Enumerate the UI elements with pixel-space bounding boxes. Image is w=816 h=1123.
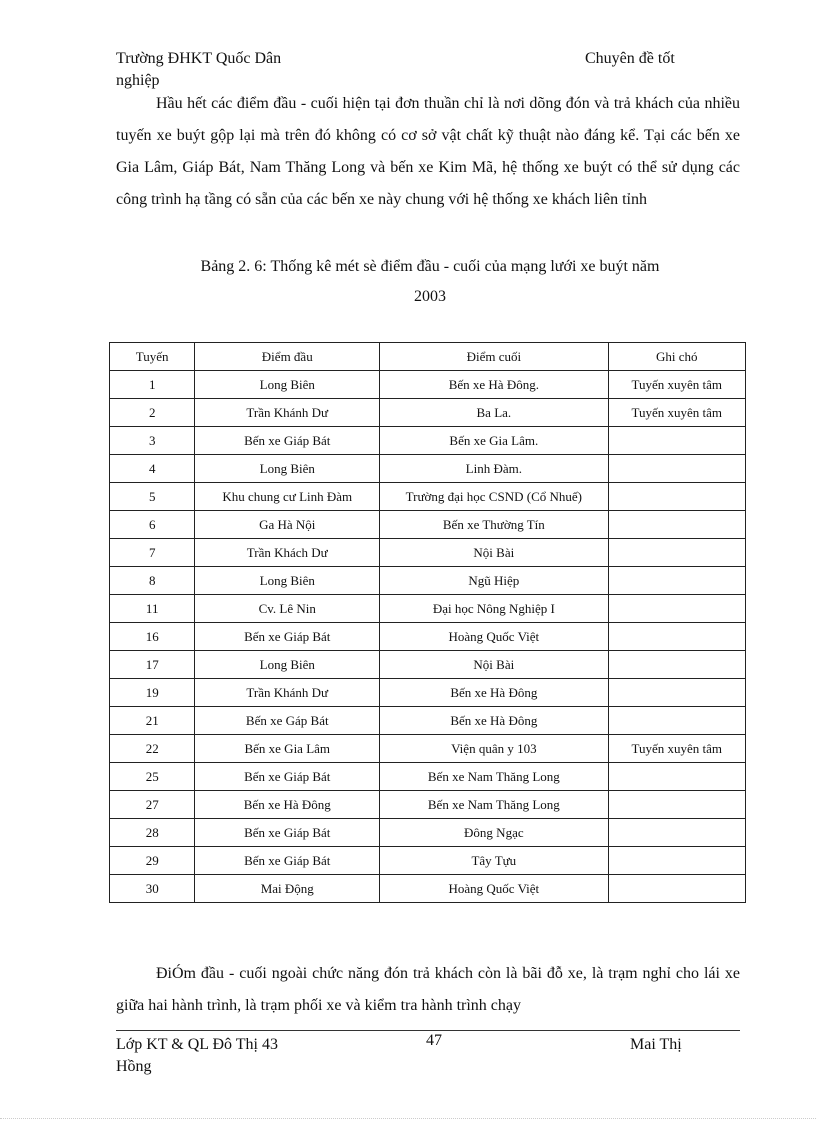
cell-start: Bến xe Hà Đông <box>195 791 380 819</box>
cell-end: Viện quân y 103 <box>380 735 608 763</box>
table-row <box>110 707 746 735</box>
cell-end: Ngũ Hiệp <box>380 567 608 595</box>
cell-start: Khu chung cư Linh Đàm <box>195 483 380 511</box>
cell-end: Bến xe Nam Thăng Long <box>380 763 608 791</box>
cell-route: 28 <box>110 819 195 847</box>
table-row <box>110 875 746 903</box>
cell-route: 17 <box>110 651 195 679</box>
header-school: Trường ĐHKT Quốc Dân <box>116 50 282 67</box>
table-row <box>110 791 746 819</box>
cell-start: Bến xe Giáp Bát <box>195 819 380 847</box>
cell-start: Bến xe Giáp Bát <box>195 427 380 455</box>
footer-class: Lớp KT & QL Đô Thị 43 <box>116 1036 278 1053</box>
col-header-start: Điểm đầu <box>195 343 380 371</box>
table-row <box>110 511 746 539</box>
cell-start: Cv. Lê Nin <box>195 595 380 623</box>
cell-end: Đông Ngạc <box>380 819 608 847</box>
cell-note <box>608 455 745 483</box>
footer-author-cont: Hồng <box>116 1058 152 1075</box>
cell-note <box>608 791 745 819</box>
table-row <box>110 371 746 399</box>
cell-end: Bến xe Hà Đông <box>380 707 608 735</box>
cell-route: 29 <box>110 847 195 875</box>
cell-end: Bến xe Thường Tín <box>380 511 608 539</box>
cell-route: 2 <box>110 399 195 427</box>
col-header-note: Ghi chó <box>608 343 745 371</box>
cell-note <box>608 483 745 511</box>
cell-end: Linh Đàm. <box>380 455 608 483</box>
cell-note: Tuyến xuyên tâm <box>608 735 745 763</box>
cell-end: Bến xe Hà Đông. <box>380 371 608 399</box>
cell-end: Hoàng Quốc Việt <box>380 623 608 651</box>
table-row <box>110 539 746 567</box>
cell-route: 25 <box>110 763 195 791</box>
paragraph-intro-text: Hầu hết các điểm đầu - cuối hiện tại đơn thuần chỉ là nơi dõng đón và trả khách của nhiều tuyến xe buýt gộp lại mà trên đó không có cơ sở vật chất kỹ thuật nào đáng kể. Tại các bến xe Gia Lâm, Giáp Bát, Nam Thăng Long và bến xe Kim Mã, hệ thống xe buýt có thể sử dụng các công trình hạ tầng có sẵn của các bến xe này chung với hệ thống xe khách liên tỉnh <box>116 95 740 208</box>
table-row <box>110 847 746 875</box>
cell-end: Nội Bài <box>380 539 608 567</box>
cell-note <box>608 875 745 903</box>
cell-route: 4 <box>110 455 195 483</box>
page-bottom-edge <box>0 1118 816 1119</box>
table-caption-year: 2003 <box>414 288 446 305</box>
cell-start: Long Biên <box>195 567 380 595</box>
cell-route: 22 <box>110 735 195 763</box>
cell-route: 30 <box>110 875 195 903</box>
cell-start: Long Biên <box>195 651 380 679</box>
cell-note <box>608 847 745 875</box>
col-header-end: Điểm cuối <box>380 343 608 371</box>
cell-end: Đại học Nông Nghiệp I <box>380 595 608 623</box>
cell-route: 11 <box>110 595 195 623</box>
header-school-cont: nghiệp <box>116 72 160 89</box>
cell-end: Bến xe Hà Đông <box>380 679 608 707</box>
table-row <box>110 595 746 623</box>
cell-start: Trần Khánh Dư <box>195 679 380 707</box>
bus-terminal-table <box>109 342 746 903</box>
page-number: 47 <box>426 1032 442 1049</box>
cell-start: Mai Động <box>195 875 380 903</box>
table-row <box>110 483 746 511</box>
table-header-row <box>110 343 746 371</box>
cell-route: 3 <box>110 427 195 455</box>
cell-start: Long Biên <box>195 455 380 483</box>
paragraph-conclusion-text: ĐiÓm đầu - cuối ngoài chức năng đón trả khách còn là bãi đỗ xe, là trạm nghỉ cho lái xe giữa hai hành trình, là trạm phối xe và kiểm tra hành trình chạy <box>116 965 740 1014</box>
paragraph-intro <box>116 88 740 216</box>
cell-end: Bến xe Nam Thăng Long <box>380 791 608 819</box>
cell-route: 7 <box>110 539 195 567</box>
cell-note <box>608 511 745 539</box>
cell-note <box>608 539 745 567</box>
table-row <box>110 399 746 427</box>
cell-start: Trần Khánh Dư <box>195 399 380 427</box>
table-row <box>110 735 746 763</box>
cell-note <box>608 679 745 707</box>
col-header-route: Tuyến <box>110 343 195 371</box>
cell-route: 1 <box>110 371 195 399</box>
cell-route: 16 <box>110 623 195 651</box>
table-row <box>110 567 746 595</box>
cell-start: Ga Hà Nội <box>195 511 380 539</box>
table-row <box>110 819 746 847</box>
cell-route: 8 <box>110 567 195 595</box>
cell-note: Tuyến xuyên tâm <box>608 371 745 399</box>
table-row <box>110 679 746 707</box>
cell-route: 27 <box>110 791 195 819</box>
table-row <box>110 623 746 651</box>
cell-start: Trần Khách Dư <box>195 539 380 567</box>
cell-start: Bến xe Gia Lâm <box>195 735 380 763</box>
cell-note <box>608 623 745 651</box>
cell-end: Ba La. <box>380 399 608 427</box>
cell-end: Hoàng Quốc Việt <box>380 875 608 903</box>
table-row <box>110 651 746 679</box>
cell-note <box>608 763 745 791</box>
cell-route: 19 <box>110 679 195 707</box>
cell-note <box>608 651 745 679</box>
cell-note <box>608 567 745 595</box>
header-topic: Chuyên đề tốt <box>585 50 675 67</box>
cell-note <box>608 595 745 623</box>
cell-end: Trường đại học CSND (Cổ Nhuế) <box>380 483 608 511</box>
footer-author: Mai Thị <box>630 1036 682 1053</box>
cell-end: Tây Tựu <box>380 847 608 875</box>
cell-note <box>608 819 745 847</box>
cell-start: Bến xe Giáp Bát <box>195 763 380 791</box>
cell-end: Bến xe Gia Lâm. <box>380 427 608 455</box>
paragraph-conclusion <box>116 958 740 1022</box>
table-row <box>110 427 746 455</box>
table-row <box>110 763 746 791</box>
table-caption: Bảng 2. 6: Thống kê mét sè điểm đầu - cuối của mạng lưới xe buýt năm <box>200 258 660 275</box>
cell-route: 5 <box>110 483 195 511</box>
cell-route: 6 <box>110 511 195 539</box>
table-row <box>110 455 746 483</box>
cell-note: Tuyến xuyên tâm <box>608 399 745 427</box>
cell-start: Bến xe Giáp Bát <box>195 847 380 875</box>
cell-start: Long Biên <box>195 371 380 399</box>
cell-note <box>608 427 745 455</box>
cell-route: 21 <box>110 707 195 735</box>
cell-start: Bến xe Giáp Bát <box>195 623 380 651</box>
cell-end: Nội Bài <box>380 651 608 679</box>
cell-start: Bến xe Gáp Bát <box>195 707 380 735</box>
cell-note <box>608 707 745 735</box>
